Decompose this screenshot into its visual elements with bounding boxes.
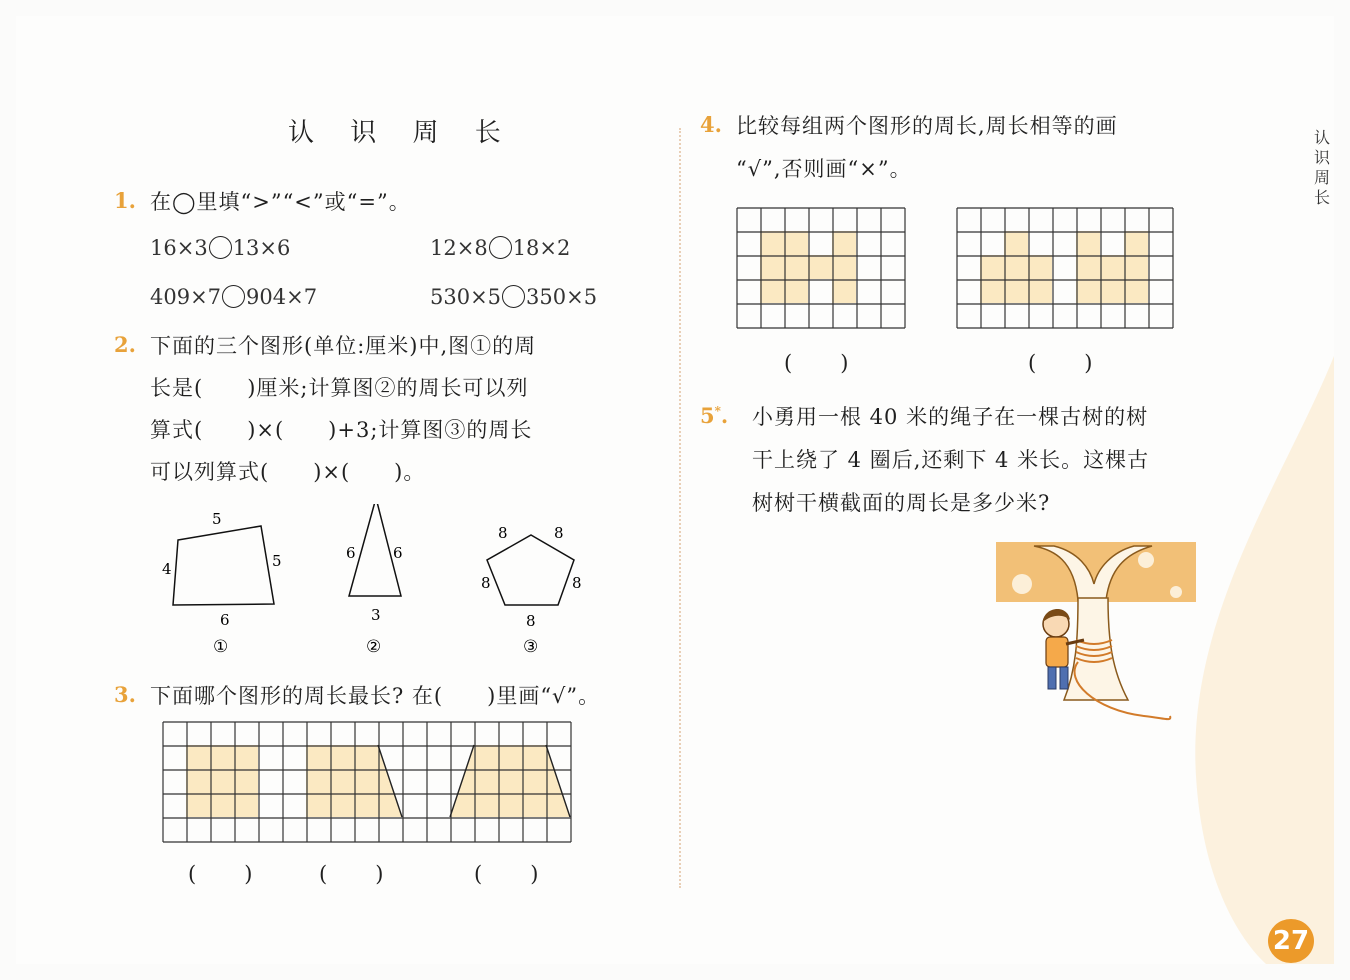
q4-shape-b-left [980, 231, 1052, 303]
q2-line-3: 算式( )×( )+3;计算图③的周长 [150, 418, 533, 442]
q5-line-2: 干上绕了 4 圈后,还剩下 4 米长。这棵古 [752, 448, 1150, 472]
fig3-side-label: 8 [481, 574, 491, 592]
fig2-number: ② [366, 637, 382, 657]
side-section-label: 认识周长 [1313, 128, 1330, 207]
expr-right: 904×7 [246, 285, 318, 309]
page-title: 认 识 周 长 [288, 118, 515, 148]
q5-line-1: 小勇用一根 40 米的绳子在一棵古树的树 [752, 405, 1149, 429]
q1-expr-2 [430, 236, 570, 260]
q2-line-1: 下面的三个图形(单位:厘米)中,图①的周 [150, 334, 537, 358]
q5-num-digit: 5 [700, 403, 715, 428]
q4-line-1: 比较每组两个图形的周长,周长相等的画 [736, 114, 1118, 138]
q1-text: 在◯里填“>”“<”或“=”。 [150, 190, 411, 214]
fig3-side-label: 8 [554, 524, 564, 542]
q2-number: 2. [114, 332, 136, 357]
q3-text: 下面哪个图形的周长最长? 在( )里画“√”。 [150, 684, 601, 708]
expr-left: 12×8 [430, 236, 488, 260]
q2-line-4: 可以列算式( )×( )。 [150, 460, 426, 484]
fig1-top-label: 5 [212, 510, 222, 528]
q4-answer-1[interactable]: ( ) [784, 351, 851, 375]
fig1-bottom-label: 6 [220, 611, 230, 629]
q4-line-2: “√”,否则画“×”。 [736, 157, 912, 181]
q2-line-2: 长是( )厘米;计算图②的周长可以列 [150, 376, 529, 400]
q5-dot: . [720, 403, 729, 428]
q4-shape-a [760, 231, 856, 303]
expr-left: 409×7 [150, 285, 222, 309]
q3-answer-1[interactable]: ( ) [188, 862, 255, 886]
fig3-side-label: 8 [572, 574, 582, 592]
figure-quadrilateral [162, 510, 282, 657]
q3-grid [162, 721, 592, 843]
page-corner-decoration [1116, 356, 1334, 964]
expr-left: 16×3 [150, 236, 208, 260]
expr-right: 18×2 [512, 236, 571, 260]
q3-answer-3[interactable]: ( ) [474, 862, 541, 886]
fig3-number: ③ [523, 637, 539, 657]
fig2-bottom-label: 3 [371, 606, 381, 624]
compare-circle[interactable] [222, 285, 245, 308]
workbook-page [16, 16, 1334, 964]
compare-circle[interactable] [502, 285, 525, 308]
fig3-side-label: 8 [526, 612, 536, 630]
q3-square [186, 745, 258, 817]
q4-grid-a [736, 207, 906, 329]
q4-grid-b [956, 207, 1174, 329]
figure-pentagon [481, 524, 582, 657]
fig1-number: ① [213, 637, 229, 657]
q4-answer-2[interactable]: ( ) [1028, 351, 1095, 375]
figure-triangle [346, 504, 403, 657]
fig1-right-label: 5 [272, 552, 282, 570]
q1-expr-3 [150, 285, 317, 309]
q3-right-trapezoid [306, 745, 402, 817]
fig3-side-label: 8 [498, 524, 508, 542]
q5-number [700, 403, 728, 428]
column-divider [679, 128, 681, 888]
q3-trapezoid [450, 745, 570, 817]
fig1-left-label: 4 [162, 560, 172, 578]
compare-circle[interactable] [209, 236, 232, 259]
q5-star: * [714, 404, 721, 418]
q5-line-3: 树树干横截面的周长是多少米? [752, 491, 1051, 515]
fig2-right-label: 6 [393, 544, 403, 562]
page-number-badge: 27 [1268, 919, 1314, 963]
q3-number: 3. [114, 682, 136, 707]
q1-number: 1. [114, 188, 136, 213]
compare-circle[interactable] [489, 236, 512, 259]
q2-figures [156, 504, 616, 664]
expr-right: 13×6 [232, 236, 291, 260]
q3-answer-2[interactable]: ( ) [319, 862, 386, 886]
q1-expr-1 [150, 236, 290, 260]
expr-right: 350×5 [526, 285, 598, 309]
fig2-left-label: 6 [346, 544, 356, 562]
q4-number: 4. [700, 112, 722, 137]
expr-left: 530×5 [430, 285, 502, 309]
q1-expr-4 [430, 285, 597, 309]
q4-shape-b-right [1076, 231, 1148, 303]
